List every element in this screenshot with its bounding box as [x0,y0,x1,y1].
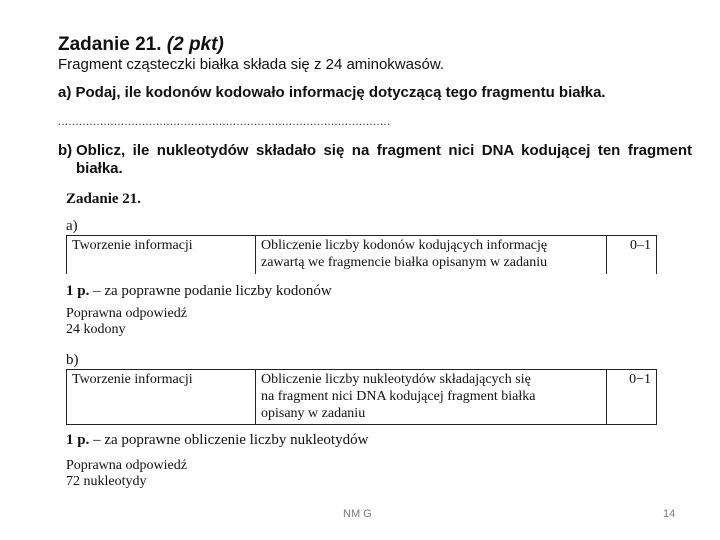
answer-key-title: Zadanie 21. [66,191,142,207]
question-b-line1: Oblicz, ile nukleotydów składało się na fragment nici DNA kodującej ten fragment [76,142,692,159]
skill-cell: Tworzenie informacji [67,236,256,275]
answer-line: ............................................................................................... [58,114,391,128]
question-b-line2: białka. [76,160,123,177]
skill-cell: Tworzenie informacji [67,370,256,425]
answer-a-label: a) [66,218,78,234]
correct-answer-value-b: 72 nukleotydy [66,474,147,489]
correct-answer-label-a: Poprawna odpowiedź [66,306,187,321]
table-row [67,236,657,275]
correct-answer-label-b: Poprawna odpowiedź [66,458,187,473]
scoring-table-a [66,235,657,274]
correct-answer-value-a: 24 kodony [66,322,126,337]
task-title-text: Zadanie 21. [58,34,162,55]
requirement-line-2: zawartą we fragmencie białka opisanym w zadaniu [261,255,548,270]
points-description: – za poprawne podanie liczby kodonów [89,283,332,299]
points-range-cell: 0–1 [607,236,657,275]
question-b-label: b) [58,142,73,159]
requirement-cell [256,236,607,275]
points-range-cell: 0−1 [607,370,657,425]
table-row [67,370,657,425]
requirement-cell [256,370,607,425]
task-title [58,34,224,56]
footer-label: NM G [343,508,372,520]
requirement-line-3: opisany w zadaniu [261,406,366,421]
requirement-line-2: na fragment nici DNA kodującej fragment białka [261,389,536,404]
requirement-line-1: Obliczenie liczby kodonów kodujących informację [261,238,548,253]
points-value: 1 p. [66,432,90,448]
scoring-table-b [66,369,657,425]
points-criterion-b [66,432,368,449]
points-criterion-a [66,283,332,300]
requirement-line-1: Obliczenie liczby nukleotydów składających się [261,372,531,387]
page-number: 14 [663,508,676,520]
question-a: a) Podaj, ile kodonów kodowało informację dotyczącą tego fragmentu białka. [58,84,606,101]
points-value: 1 p. [66,283,90,299]
task-intro: Fragment cząsteczki białka składa się z 24 aminokwasów. [58,56,445,73]
answer-b-label: b) [66,352,79,368]
task-points: (2 pkt) [166,34,224,55]
points-description: – za poprawne obliczenie liczby nukleotydów [89,432,369,448]
